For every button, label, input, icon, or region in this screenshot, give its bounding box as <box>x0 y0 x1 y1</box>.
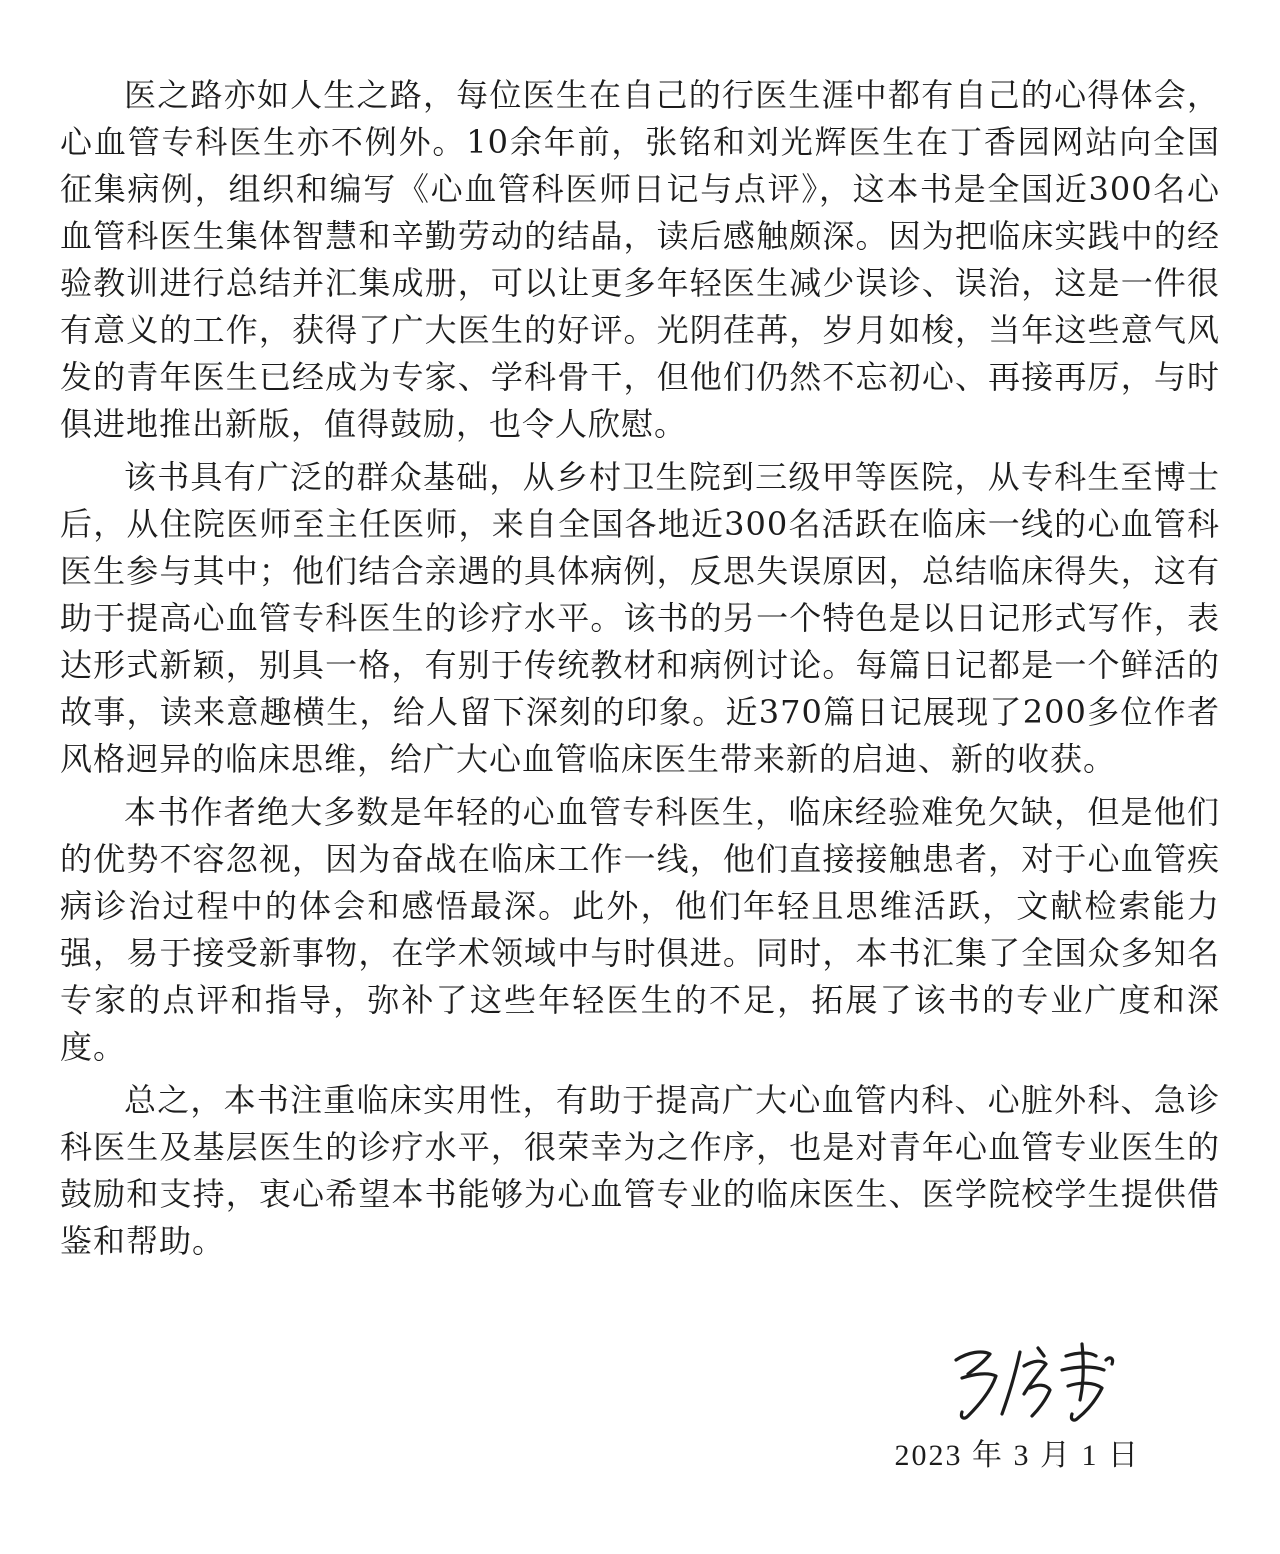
paragraph-1: 医之路亦如人生之路，每位医生在自己的行医生涯中都有自己的心得体会，心血管专科医生亦不例外。10余年前，张铭和刘光辉医生在丁香园网站向全国征集病例，组织和编写《心血管科医师日记与点评》，这本书是全国近300名心血管科医生集体智慧和辛勤劳动的结晶，读后感触颇深。因为把临床实践中的经验教训进行总结并汇集成册，可以让更多年轻医生减少误诊、误治，这是一件很有意义的工作，获得了广大医生的好评。光阴荏苒，岁月如梭，当年这些意气风发的青年医生已经成为专家、学科骨干，但他们仍然不忘初心、再接再厉，与时俱进地推出新版，值得鼓励，也令人欣慰。 <box>60 76 1220 443</box>
preface-body <box>60 72 1220 1271</box>
paragraph-4: 总之，本书注重临床实用性，有助于提高广大心血管内科、心脏外科、急诊科医生及基层医生的诊疗水平，很荣幸为之作序，也是对青年心血管专业医生的鼓励和支持，衷心希望本书能够为心血管专业的临床医生、医学院校学生提供借鉴和帮助。 <box>60 1081 1220 1260</box>
paragraph-3: 本书作者绝大多数是年轻的心血管专科医生，临床经验难免欠缺，但是他们的优势不容忽视，因为奋战在临床工作一线，他们直接接触患者，对于心血管疾病诊治过程中的体会和感悟最深。此外，他们年轻且思维活跃，文献检索能力强，易于接受新事物，在学术领域中与时俱进。同时，本书汇集了全国众多知名专家的点评和指导，弥补了这些年轻医生的不足，拓展了该书的专业广度和深度。 <box>60 793 1220 1066</box>
paragraph-2: 该书具有广泛的群众基础，从乡村卫生院到三级甲等医院，从专科生至博士后，从住院医师至主任医师，来自全国各地近300名活跃在临床一线的心血管科医生参与其中；他们结合亲遇的具体病例，反思失误原因，总结临床得失，这有助于提高心血管专科医生的诊疗水平。该书的另一个特色是以日记形式写作，表达形式新颖，别具一格，有别于传统教材和病例讨论。每篇日记都是一个鲜活的故事，读来意趣横生，给人留下深刻的印象。近370篇日记展现了200多位作者风格迥异的临床思维，给广大心血管临床医生带来新的启迪、新的收获。 <box>60 458 1220 778</box>
handwritten-signature <box>938 1330 1138 1430</box>
signature-icon <box>938 1330 1138 1430</box>
date-line: 2023 年 3 月 1 日 <box>894 1439 1140 1472</box>
